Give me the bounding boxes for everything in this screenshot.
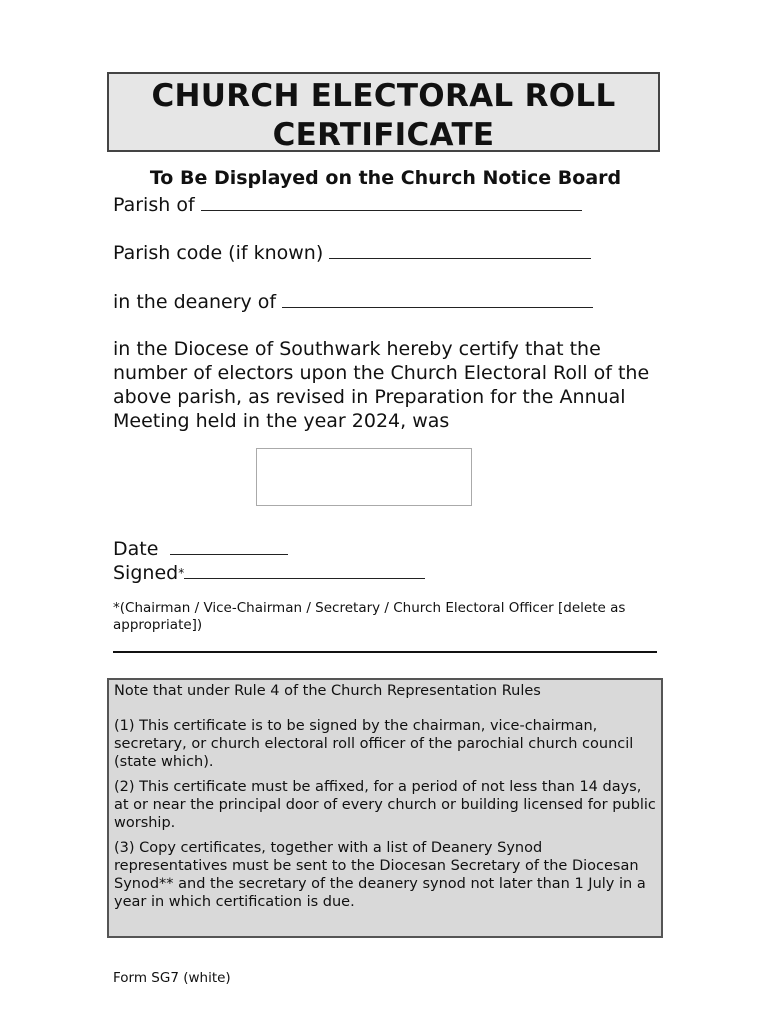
note-item-3: (3) Copy certificates, together with a list of Deanery Synod representatives must be sent to the Diocesan Secretary of the Diocesan Synod** and the secretary of the deanery synod not later than 1 July in a year in which certification is due.: [114, 840, 646, 910]
date-field[interactable]: [170, 536, 288, 555]
parish-field[interactable]: [201, 192, 582, 211]
title-line-2: CERTIFICATE: [272, 117, 495, 153]
title-line-1: CHURCH ELECTORAL ROLL: [151, 78, 616, 114]
parish-code-label: Parish code (if known): [113, 242, 324, 264]
elector-count-box[interactable]: [256, 448, 472, 506]
signature-field[interactable]: [184, 560, 425, 579]
note-item-2: (2) This certificate must be affixed, for a period of not less than 14 days, at or near the principal door of every church or building licensed for public worship.: [114, 779, 656, 831]
parish-row: [113, 192, 582, 216]
signatory-footnote: *(Chairman / Vice-Chairman / Secretary / Church Electoral Officer [delete as appropriate]): [113, 600, 626, 633]
deanery-label: in the deanery of: [113, 291, 277, 313]
parish-code-row: [113, 240, 591, 264]
certification-text: in the Diocese of Southwark hereby certify that the number of electors upon the Church Electoral Roll of the above parish, as revised in Preparation for the Annual Meeting held in the year 2024, was: [113, 338, 650, 432]
date-label: Date: [113, 538, 159, 560]
parish-label: Parish of: [113, 194, 195, 216]
subtitle: To Be Displayed on the Church Notice Board: [149, 167, 622, 189]
signed-row: [113, 560, 425, 584]
title-box: [107, 72, 660, 152]
deanery-field[interactable]: [282, 289, 593, 308]
form-id: Form SG7 (white): [113, 970, 231, 986]
deanery-row: [113, 289, 593, 313]
rules-note-box: [107, 678, 663, 938]
note-intro: Note that under Rule 4 of the Church Representation Rules: [114, 683, 541, 699]
parish-code-field[interactable]: [329, 240, 591, 259]
signed-asterisk: *: [178, 566, 185, 580]
signed-label: Signed: [113, 562, 179, 584]
divider-line: [113, 651, 657, 653]
date-row: [113, 536, 288, 560]
note-item-1: (1) This certificate is to be signed by the chairman, vice-chairman, secretary, or church electoral roll officer of the parochial church council (state which).: [114, 718, 634, 770]
